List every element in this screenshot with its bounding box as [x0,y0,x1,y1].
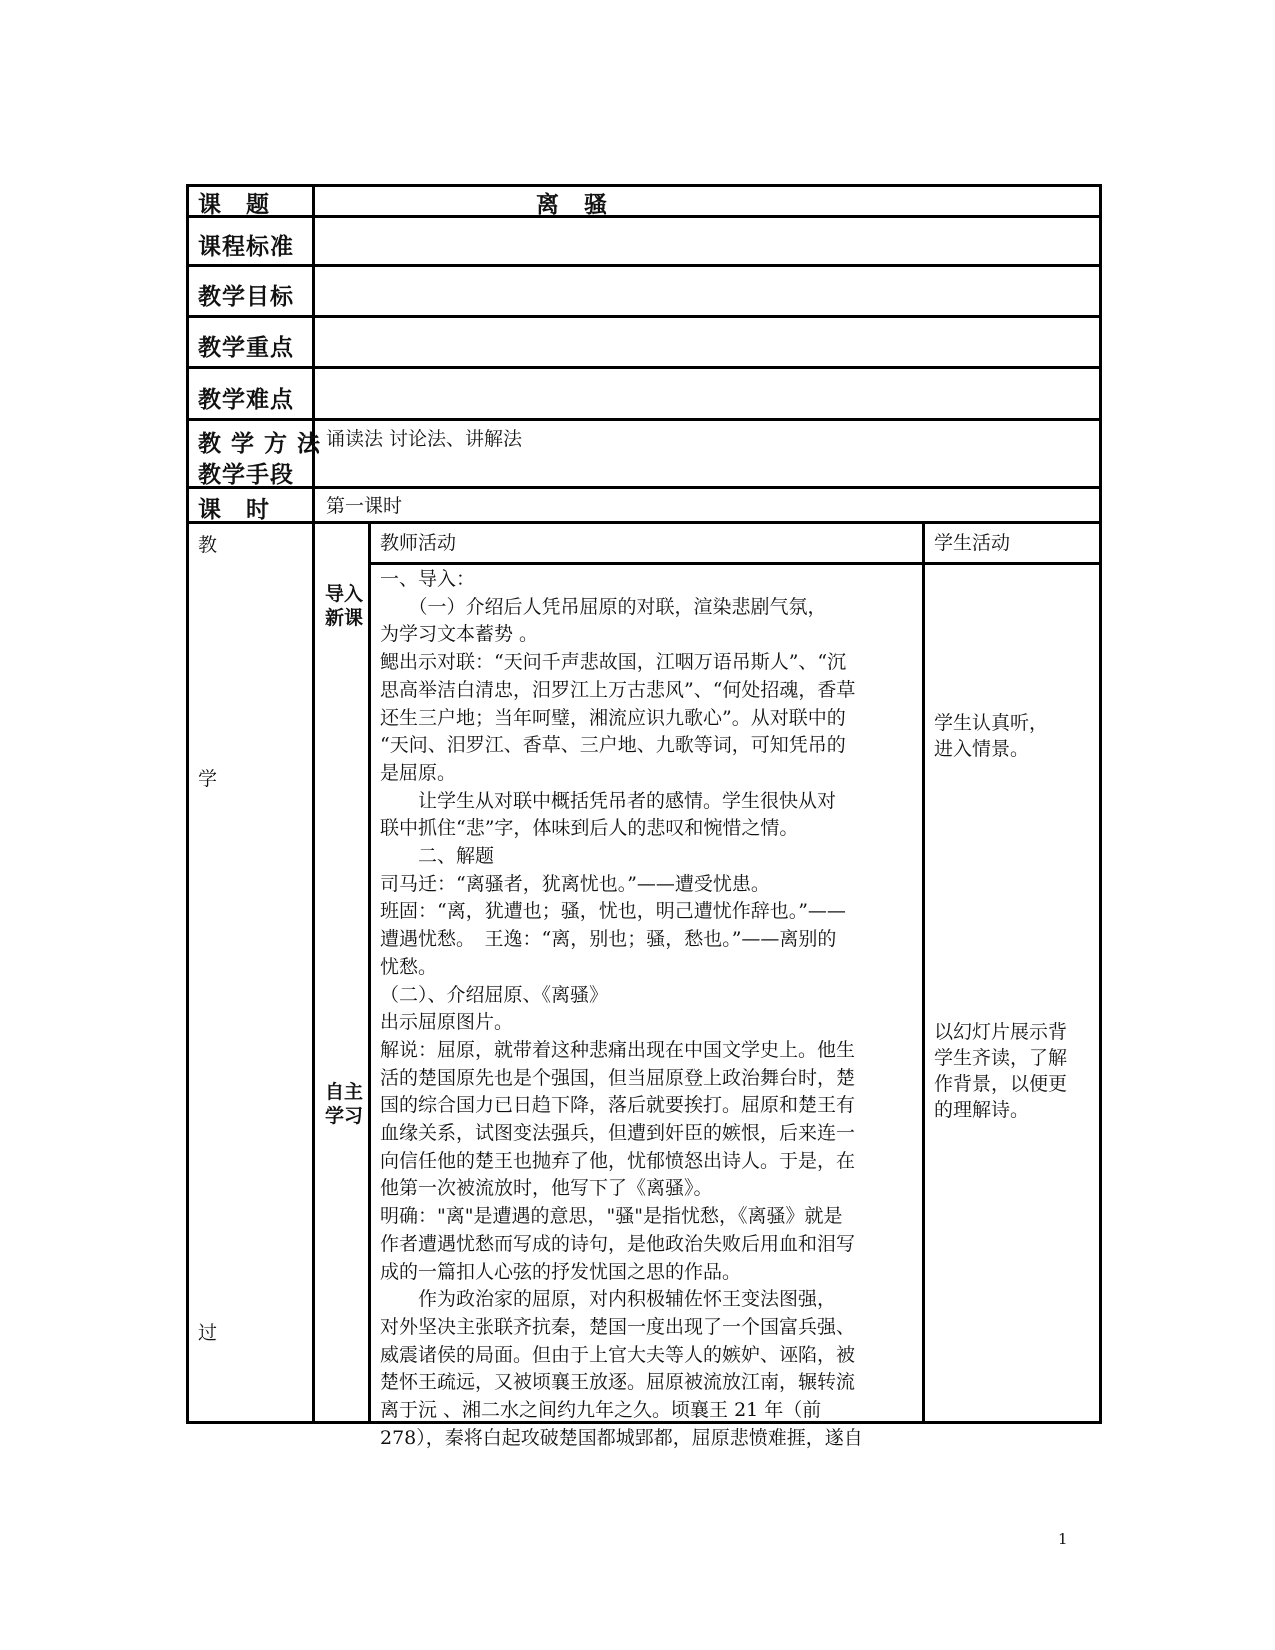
teacher-text-line: 离于沅 、湘二水之间约九年之久。顷襄王 21 年（前 [380,1399,822,1422]
teacher-text-line: 作为政治家的屈原，对内积极辅佐怀王变法图强， [380,1288,837,1311]
goal-label: 教学目标 [198,284,294,310]
row-divider [186,264,1102,267]
teacher-text-line: 血缘关系，试图变法强兵，但遭到奸臣的嫉恨，后来连一 [380,1122,856,1145]
teacher-text-line: 解说：屈原，就带着这种悲痛出现在中国文学史上。他生 [380,1038,856,1061]
teacher-text-line: （二）、介绍屈原、《离骚》 [380,983,609,1006]
section-self-line: 学习 [325,1105,364,1127]
student-column-divider [922,521,925,1424]
title-label: 课 题 [198,192,270,218]
section-self-line: 自主 [325,1081,364,1103]
teacher-activity-body [380,566,918,1453]
teacher-text-line: 鳃出示对联：“天问千声悲故国，江咽万语吊斯人”、“沉 [380,651,847,674]
teacher-text-line: 司马迁：“离骚者，犹离忧也。”——遭受忧患。 [380,872,770,895]
teacher-text-line: 一、导入： [380,568,476,590]
teacher-text-line: 还生三户地；当年呵璧，湘流应识九歌心”。从对联中的 [380,706,846,729]
section-column-divider [368,521,371,1424]
row-divider [186,215,1102,218]
standard-label: 课程标准 [198,234,294,260]
student-text-line: 进入情景。 [934,738,1030,760]
method-label: 教 学 方 法 [198,431,322,457]
row-divider [186,366,1102,369]
teacher-text-line: 向信任他的楚王也抛弃了他，忧郁愤怒出诗人。于是，在 [380,1149,856,1172]
teacher-text-line: 忧愁。 [380,955,438,978]
teacher-text-line: 班固：“离，犹遭也；骚，忧也，明己遭忧作辞也。”—— [380,900,846,923]
page-title: 离 骚 [536,192,608,218]
section-intro-line: 导入 [325,583,364,605]
key-point-label: 教学重点 [198,335,294,361]
teacher-text-line: 出示屈原图片。 [380,1011,514,1034]
method-value: 诵读法 讨论法、讲解法 [326,428,523,450]
teacher-text-line: 278），秦将白起攻破楚国都城郢都，屈原悲愤难捱，遂自 [380,1426,863,1449]
teacher-text-line: 国的综合国力已日趋下降，落后就要挨打。屈原和楚王有 [380,1094,856,1117]
row-divider [186,486,1102,489]
period-label: 课 时 [198,497,270,523]
student-note-listen [934,710,1100,762]
difficulty-label: 教学难点 [198,387,294,413]
process-side-char: 学 [198,768,218,790]
row-divider [186,521,1102,524]
row-divider [186,418,1102,421]
activity-header-divider [368,562,1102,565]
teacher-text-line: 楚怀王疏远，又被顷襄王放逐。屈原被流放江南，辗转流 [380,1371,856,1394]
teacher-text-line: 成的一篇扣人心弦的抒发忧国之思的作品。 [380,1260,742,1283]
section-self-study-label [325,1080,369,1128]
student-text-line: 作背景，以便更 [934,1073,1068,1095]
student-text-line: 学生认真听， [934,712,1049,734]
teacher-text-line: 他第一次被流放时，他写下了《离骚》。 [380,1177,713,1200]
process-side-char: 过 [198,1322,218,1344]
section-intro-line: 新课 [325,607,364,629]
teacher-text-line: 让学生从对联中概括凭吊者的感情。学生很快从对 [380,789,837,812]
teacher-text-line: 为学习文本蓄势 。 [380,623,539,646]
teacher-text-line: “天问、汨罗江、香草、三户地、九歌等词，可知凭吊的 [380,734,846,757]
means-label: 教学手段 [198,462,294,488]
teacher-text-line: 思高举洁白清忠，汨罗江上万古悲风”、“何处招魂，香草 [380,678,856,701]
teacher-text-line: 作者遭遇忧愁而写成的诗句，是他政治失败后用血和泪写 [380,1232,856,1255]
process-side-char: 教 [198,534,218,556]
row-divider [186,315,1102,318]
section-intro-label [325,582,369,630]
teacher-text-line: 是屈原。 [380,761,457,784]
teacher-text-line: 二、解题 [380,845,495,868]
teacher-activity-header: 教师活动 [380,532,457,554]
teacher-text-line: 联中抓住“悲”字，体味到后人的悲叹和惋惜之情。 [380,817,799,840]
label-column-divider [312,184,315,1424]
teacher-text-line: 对外坚决主张联齐抗秦，楚国一度出现了一个国富兵强、 [380,1315,856,1338]
page-number: 1 [1058,1530,1068,1548]
student-note-background [934,1019,1100,1123]
student-text-line: 以幻灯片展示背 [934,1021,1068,1043]
student-text-line: 学生齐读，了解 [934,1047,1068,1069]
student-activity-header: 学生活动 [934,532,1011,554]
teacher-text-line: 遭遇忧愁。 王逸：“离，别也；骚，愁也。”——离别的 [380,928,837,951]
teacher-text-line: 威震诸侯的局面。但由于上官大夫等人的嫉妒、诬陷，被 [380,1343,856,1366]
teacher-text-line: （一）介绍后人凭吊屈原的对联，渲染悲剧气氛， [380,595,827,618]
period-value: 第一课时 [326,495,403,517]
teacher-text-line: 活的楚国原先也是个强国，但当屈原登上政治舞台时，楚 [380,1066,856,1089]
teacher-text-line: 明确："离"是遭遇的意思，"骚"是指忧愁，《离骚》就是 [380,1205,843,1228]
student-text-line: 的理解诗。 [934,1099,1030,1121]
